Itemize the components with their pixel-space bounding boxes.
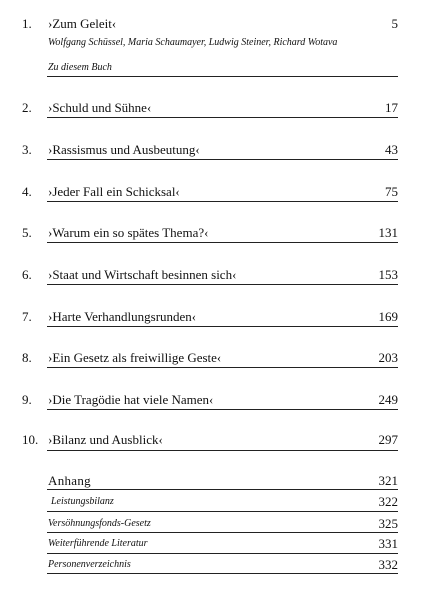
chapter-title: ›Zum Geleit‹ [48, 16, 117, 31]
separator-rule [47, 450, 398, 451]
chapter-number: 10. [22, 432, 39, 447]
separator-rule [47, 511, 398, 512]
chapter-title: ›Jeder Fall ein Schicksal‹ [48, 184, 180, 199]
appendix-item-title: Versöhnungsfonds-Gesetz [48, 518, 151, 529]
page-number: 325 [378, 516, 398, 531]
chapter-title: ›Die Tragödie hat viele Namen‹ [48, 392, 214, 407]
separator-rule [47, 76, 398, 77]
chapter-number: 3. [22, 142, 32, 157]
page-number: 17 [385, 100, 398, 115]
page-number: 297 [378, 432, 398, 447]
chapter-number: 4. [22, 184, 32, 199]
chapter-title: ›Schuld und Sühne‹ [48, 100, 152, 115]
page-number: 322 [378, 494, 398, 509]
page-number: 203 [378, 350, 398, 365]
page-number: 332 [378, 557, 398, 572]
chapter-title: ›Bilanz und Ausblick‹ [48, 432, 163, 447]
page-number: 331 [378, 536, 398, 551]
chapter-number: 2. [22, 100, 32, 115]
separator-rule [47, 532, 398, 533]
separator-rule [47, 573, 398, 574]
separator-rule [47, 553, 398, 554]
chapter-note: Zu diesem Buch [48, 62, 112, 73]
separator-rule [47, 367, 398, 368]
separator-rule [47, 159, 398, 160]
chapter-title: ›Harte Verhandlungsrunden‹ [48, 309, 197, 324]
page-number: 131 [378, 225, 398, 240]
separator-rule [47, 409, 398, 410]
separator-rule [47, 117, 398, 118]
chapter-number: 6. [22, 267, 32, 282]
chapter-number: 5. [22, 225, 32, 240]
appendix-item-title: Weiterführende Literatur [48, 538, 148, 549]
separator-rule [47, 242, 398, 243]
separator-rule [47, 326, 398, 327]
appendix-item-title: Leistungsbilanz [51, 496, 114, 507]
chapter-title: ›Warum ein so spätes Thema?‹ [48, 225, 209, 240]
chapter-number: 7. [22, 309, 32, 324]
chapter-authors: Wolfgang Schüssel, Maria Schaumayer, Ludwig Steiner, Richard Wotava [48, 37, 338, 48]
chapter-number: 1. [22, 16, 32, 31]
chapter-number: 9. [22, 392, 32, 407]
page-number: 5 [391, 16, 398, 31]
chapter-title: ›Staat und Wirtschaft besinnen sich‹ [48, 267, 237, 282]
appendix-item-title: Personenverzeichnis [48, 559, 131, 570]
chapter-title: ›Rassismus und Ausbeutung‹ [48, 142, 200, 157]
page-number: 321 [378, 473, 398, 488]
chapter-title: ›Ein Gesetz als freiwillige Geste‹ [48, 350, 222, 365]
page-number: 249 [378, 392, 398, 407]
page-number: 43 [385, 142, 398, 157]
page-number: 75 [385, 184, 398, 199]
separator-rule [47, 201, 398, 202]
page-number: 169 [378, 309, 398, 324]
separator-rule [47, 489, 398, 490]
appendix-title: Anhang [48, 473, 91, 488]
page-number: 153 [378, 267, 398, 282]
separator-rule [47, 284, 398, 285]
chapter-number: 8. [22, 350, 32, 365]
